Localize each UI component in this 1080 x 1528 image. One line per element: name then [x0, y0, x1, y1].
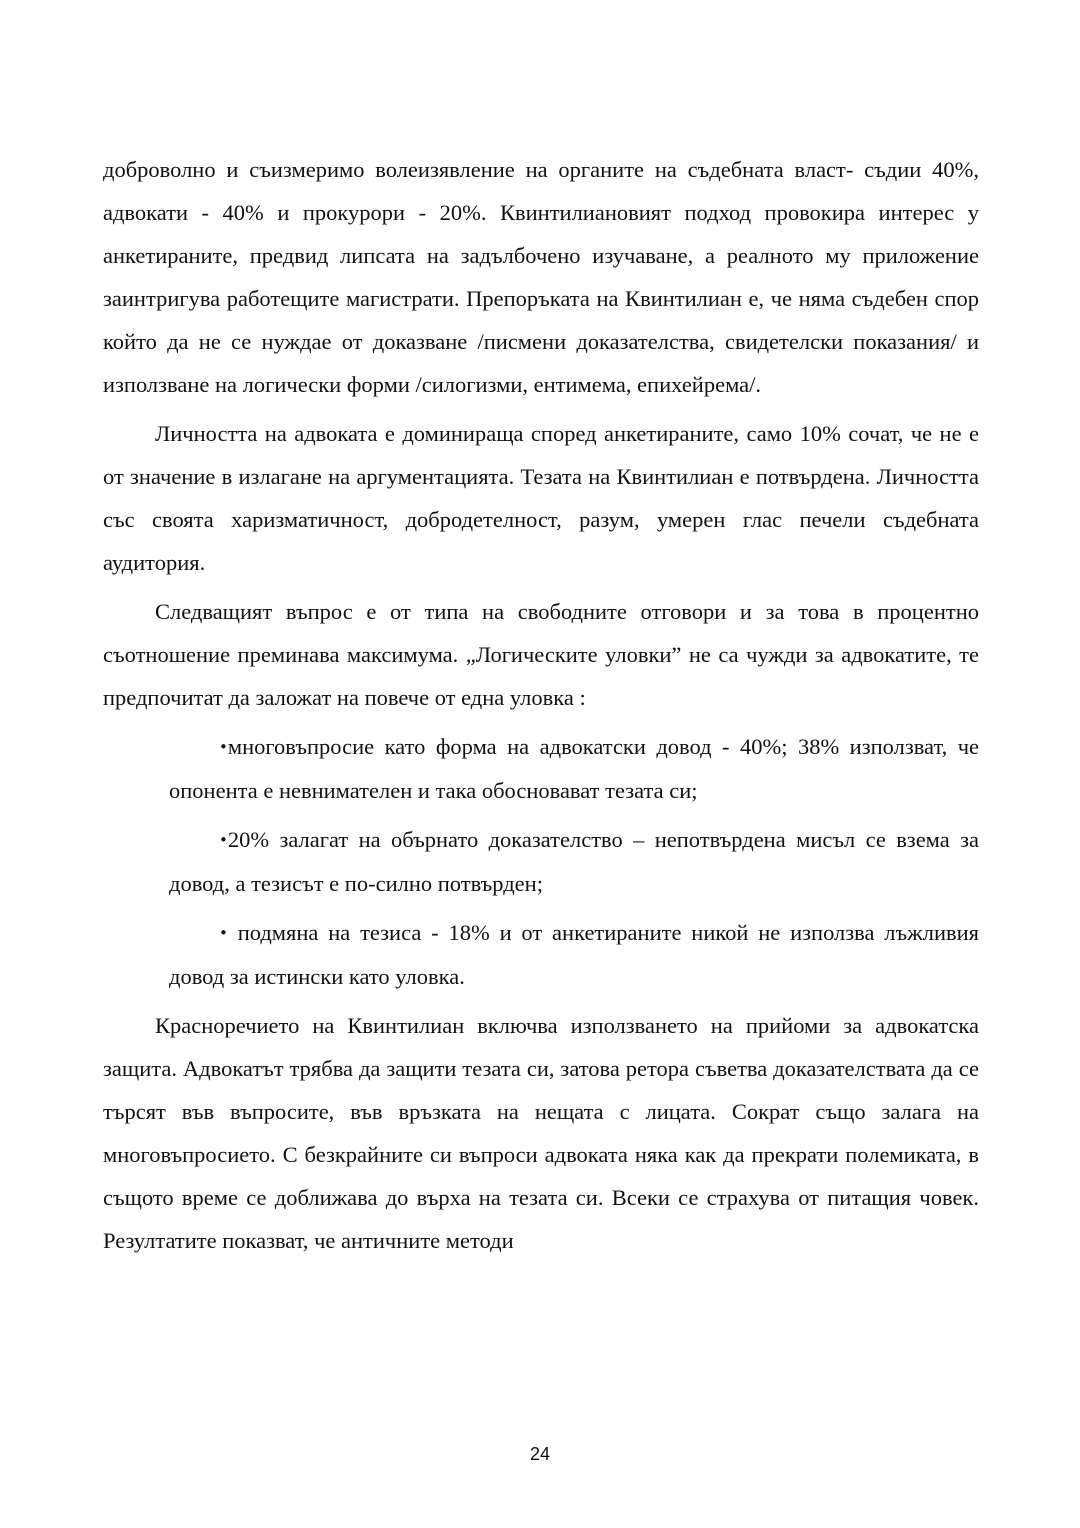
- paragraph-lawyer-personality: Личността на адвоката е доминираща според анкетираните, само 10% сочат, че не е от значение в излагане на аргументацията. Тезата на Квинтилиан е потвърдена. Личността със своята харизматичност, добродетелност, разум, умерен глас печели съдебната аудитория.: [103, 421, 979, 575]
- bullet-icon: •: [219, 831, 228, 849]
- bullet-icon: •: [219, 738, 228, 756]
- paragraph-logical-tricks: Следващият въпрос е от типа на свободните отговори и за това в процентно съотношение преминава максимума. „Логическите уловки” не са чужди за адвокатите, те предпочитат да заложат на повече от една уловка :: [103, 599, 979, 710]
- list-item-text: многовъпросие като форма на адвокатски довод - 40%; 38% използват, че опонента е невнимателен и така обосновават тезата си;: [169, 734, 979, 803]
- list-item: [169, 818, 979, 905]
- list-item: [169, 911, 979, 998]
- tricks-list: [103, 725, 979, 998]
- list-item: [169, 725, 979, 812]
- bullet-icon: •: [219, 924, 228, 942]
- paragraph-continuation: доброволно и съизмеримо волеизявление на органите на съдебната власт- съдии 40%, адвокати - 40% и прокурори - 20%. Квинтилиановият подход провокира интерес у анкетираните, предвид липсата на задълбочено изучаване, а реалното му приложение заинтригува работещите магистрати. Препоръката на Квинтилиан е, че няма съдебен спор който да не се нуждае от доказване /писмени доказателства, свидетелски показания/ и използване на логически форми /силогизми, ентимема, епихейрема/.: [103, 157, 979, 397]
- list-item-text: подмяна на тезиса - 18% и от анкетираните никой не използва лъжливия довод за истински като уловка.: [169, 920, 979, 989]
- page-number: 24: [529, 1444, 551, 1464]
- page-content: [103, 148, 979, 1262]
- list-item-text: 20% залагат на обърнато доказателство – непотвърдена мисъл се взема за довод, а тезисът е по-силно потвърден;: [169, 827, 979, 896]
- paragraph-eloquence: Красноречието на Квинтилиан включва използването на прийоми за адвокатска защита. Адвокатът трябва да защити тезата си, затова ретора съветва доказателствата да се търсят във въпросите, във връзката на нещата с лицата. Сократ също залага на многовъпросието. С безкрайните си въпроси адвоката няка как да прекрати полемиката, в същото време се доближава до върха на тезата си. Всеки се страхува от питащия човек. Резултатите показват, че античните методи: [103, 1013, 979, 1253]
